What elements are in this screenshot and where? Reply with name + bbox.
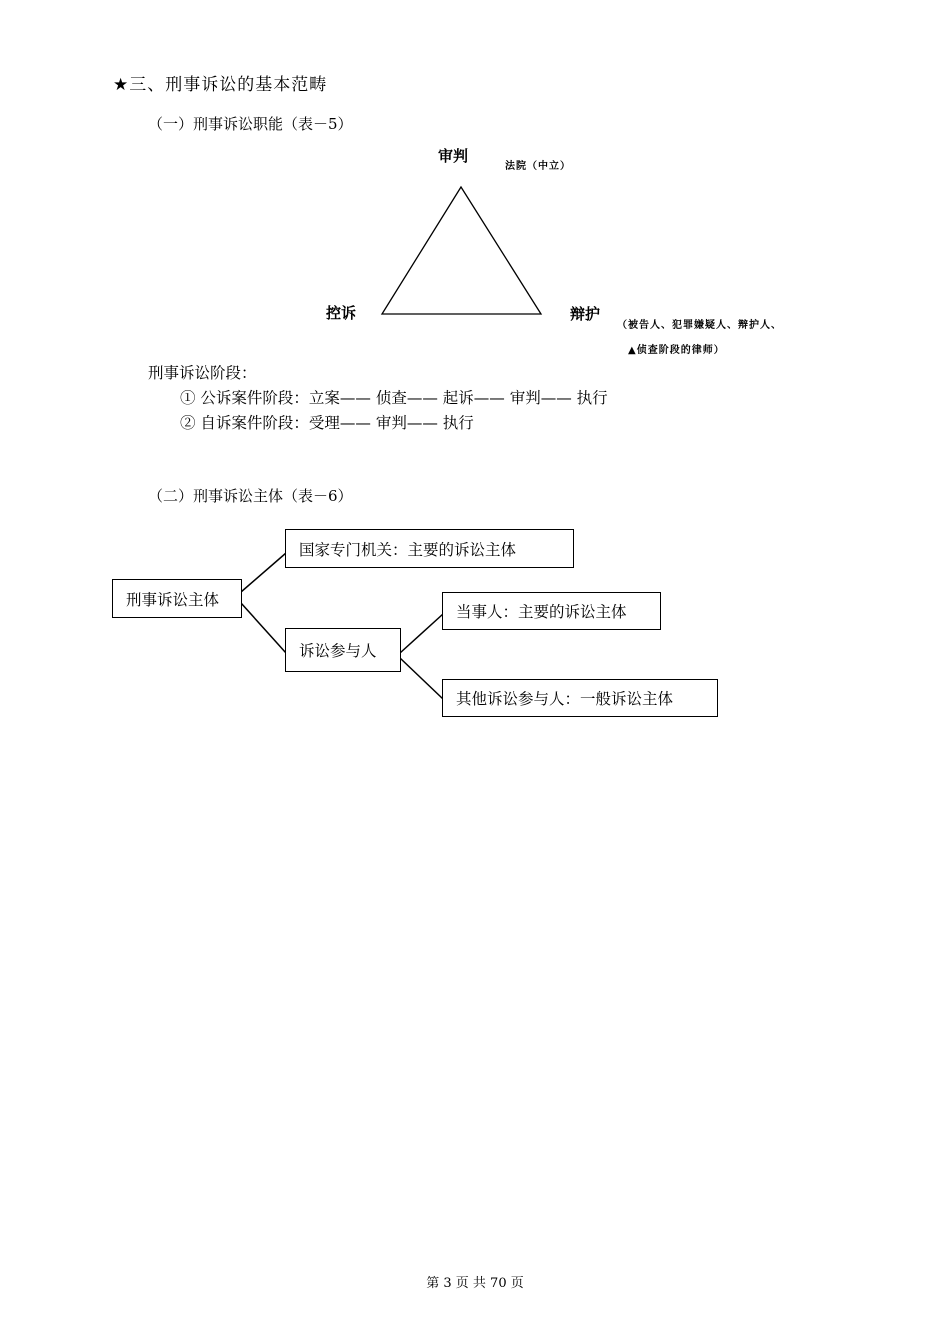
- section2-title: （二）刑事诉讼主体（表－6）: [148, 487, 353, 505]
- stage-private-prosecution: ② 自诉案件阶段：受理—— 审判—— 执行: [180, 414, 474, 432]
- section-heading: ★三、刑事诉讼的基本范畴: [113, 75, 328, 95]
- participants-box: [285, 628, 401, 672]
- triangle-left-label: 控诉: [326, 304, 357, 322]
- subject-root-box: [112, 579, 242, 618]
- participants-label: 诉讼参与人: [299, 642, 377, 660]
- triangle-right-note-1: （被告人、犯罪嫌疑人、辩护人、: [617, 320, 782, 331]
- state-agencies-box: [285, 529, 574, 568]
- parties-label: 当事人：主要的诉讼主体: [456, 603, 627, 621]
- section1-title: （一）刑事诉讼职能（表－5）: [148, 115, 353, 133]
- subject-root-label: 刑事诉讼主体: [126, 590, 220, 609]
- triangle-right-note-2: ▲侦查阶段的律师）: [628, 345, 725, 356]
- page-footer: 第 3 页 共 70 页: [426, 1276, 524, 1291]
- functions-triangle: [382, 187, 541, 314]
- connector-participants-to-parties: [400, 614, 443, 653]
- stages-title: 刑事诉讼阶段：: [148, 364, 257, 382]
- triangle-top-label: 审判: [438, 147, 469, 165]
- stage-public-prosecution: ① 公诉案件阶段：立案—— 侦查—— 起诉—— 审判—— 执行: [180, 389, 608, 407]
- state-agencies-label: 国家专门机关：主要的诉讼主体: [299, 540, 517, 559]
- triangle-top-note: 法院（中立）: [505, 161, 571, 172]
- parties-box: [442, 592, 661, 630]
- other-participants-box: [442, 679, 718, 717]
- connector-participants-to-others: [400, 658, 443, 699]
- triangle-right-label: 辩护: [570, 305, 601, 323]
- connector-root-to-agencies: [241, 553, 286, 592]
- other-participants-label: 其他诉讼参与人：一般诉讼主体: [456, 690, 674, 708]
- connector-root-to-participants: [241, 603, 286, 653]
